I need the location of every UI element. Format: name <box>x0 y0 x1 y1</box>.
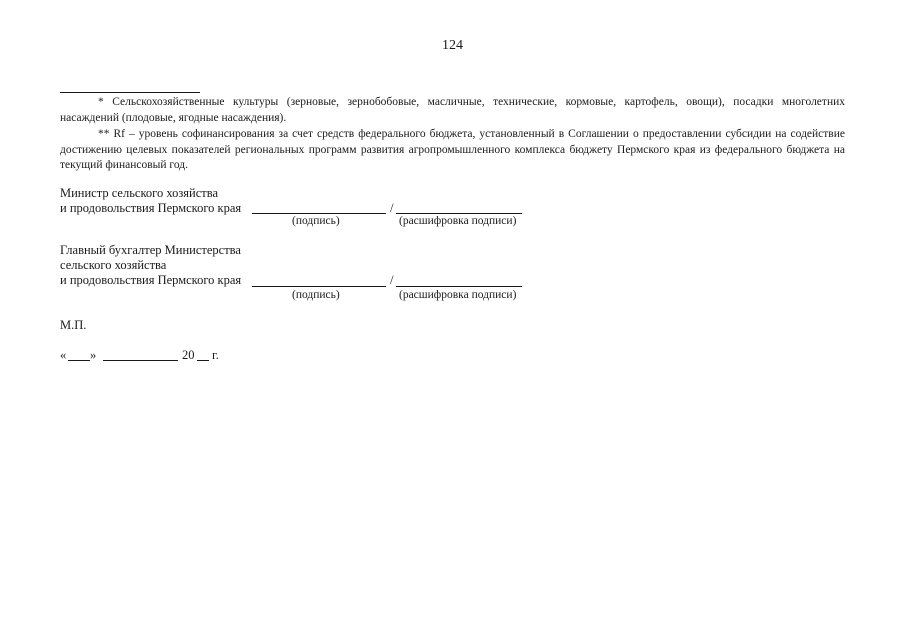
signature-accountant-title-line-1: Главный бухгалтер Министерства <box>60 243 241 257</box>
date-month-line <box>103 360 178 361</box>
signature-minister-sign-line <box>252 213 386 214</box>
signature-accountant-caption-sign: (подпись) <box>292 289 340 301</box>
signature-accountant-slash: / <box>390 273 394 287</box>
footnote-rf <box>60 127 845 174</box>
signature-minister-title-line-2: и продовольствия Пермского края <box>60 201 242 215</box>
date-year-prefix: 20 <box>182 348 195 362</box>
signature-minister-name-line <box>396 213 522 214</box>
footnote-crops-text: * Сельскохозяйственные культуры (зерновые, зернобобовые, масличные, технические, кормовые, картофель, овощи), посадки многолетних насаждений (плодовые, ягодные насаждения). <box>60 96 845 124</box>
signature-minister-caption-sign: (подпись) <box>292 215 340 227</box>
signature-accountant-caption-name: (расшифровка подписи) <box>399 289 517 301</box>
signature-accountant-title-line-3: и продовольствия Пермского края <box>60 273 242 287</box>
signature-accountant-title-line-2: сельского хозяйства <box>60 258 167 272</box>
stamp-place: М.П. <box>60 318 87 332</box>
signature-minister-caption-name: (расшифровка подписи) <box>399 215 517 227</box>
footnote-separator <box>60 92 200 93</box>
signature-accountant-name-line <box>396 286 522 287</box>
date-day-line <box>68 360 90 361</box>
date-year-line <box>197 360 209 361</box>
signature-accountant-sign-line <box>252 286 386 287</box>
page-number: 124 <box>442 38 463 53</box>
date-year-suffix: г. <box>212 348 219 362</box>
footnote-crops <box>60 95 845 126</box>
footnote-rf-text: ** Rf – уровень софинансирования за счет средств федерального бюджета, установленный в Соглашении о предоставлении субсидии на содействие достижению целевых показателей региональных программ развития агропромышленного комплекса бюджету Пермского края из федерального бюджета на текущий финансовый год. <box>60 128 845 171</box>
date-open-quote: « <box>60 348 67 362</box>
signature-minister-slash: / <box>390 201 394 215</box>
signature-minister-title-line-1: Министр сельского хозяйства <box>60 186 219 200</box>
date-close-quote: » <box>90 348 97 362</box>
